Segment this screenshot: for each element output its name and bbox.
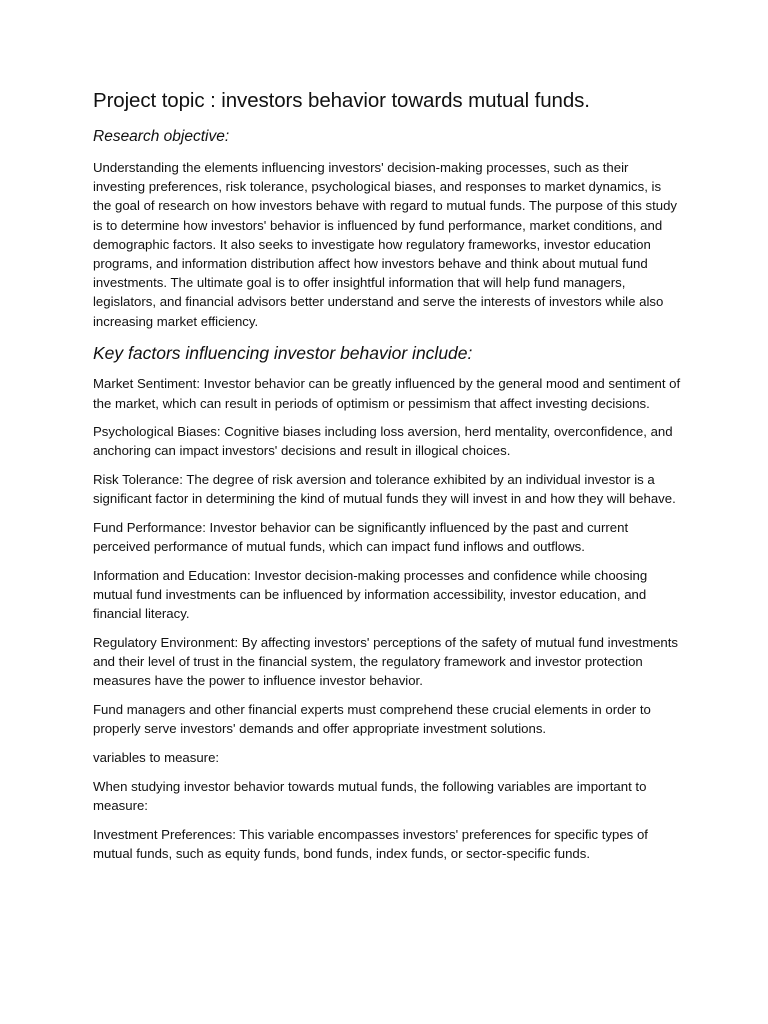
key-factors-heading: Key factors influencing investor behavior include: bbox=[93, 343, 473, 364]
research-objective-heading: Research objective: bbox=[93, 128, 230, 145]
investment-preferences-paragraph: Investment Preferences: This variable encompasses investors' preferences for specific types of mutual funds, such as equity funds, bond funds, index funds, or sector-specific funds. bbox=[93, 826, 648, 861]
closing-paragraph: Fund managers and other financial experts must comprehend these crucial elements in order to properly serve investors' demands and offer appropriate investment solutions. bbox=[93, 702, 651, 737]
document-page bbox=[93, 86, 683, 873]
factor-fund-performance: Fund Performance: Investor behavior can be significantly influenced by the past and current perceived performance of mutual funds, which can impact fund inflows and outflows. bbox=[93, 520, 629, 555]
page-title: Project topic : investors behavior towards mutual funds. bbox=[93, 89, 590, 112]
variables-label: variables to measure: bbox=[93, 750, 220, 766]
factor-regulatory-environment: Regulatory Environment: By affecting investors' perceptions of the safety of mutual fund investments and their level of trust in the financial system, the regulatory framework and investor protection measures have the power to influence investor behavior. bbox=[93, 635, 679, 689]
factor-psychological-biases: Psychological Biases: Cognitive biases including loss aversion, herd mentality, overconfidence, and anchoring can impact investors' decisions and result in illogical choices. bbox=[93, 424, 673, 459]
factor-risk-tolerance: Risk Tolerance: The degree of risk aversion and tolerance exhibited by an individual investor is a significant factor in determining the kind of mutual funds they will invest in and how they will behave. bbox=[93, 472, 676, 507]
factor-information-education: Information and Education: Investor decision-making processes and confidence while choosing mutual fund investments can be influenced by information accessibility, investor education, and financial literacy. bbox=[93, 567, 648, 622]
variables-intro: When studying investor behavior towards mutual funds, the following variables are important to measure: bbox=[93, 778, 647, 813]
factor-market-sentiment: Market Sentiment: Investor behavior can be greatly influenced by the general mood and sentiment of the market, which can result in periods of optimism or pessimism that affect investing decisions. bbox=[93, 376, 681, 411]
research-objective-paragraph: Understanding the elements influencing investors' decision-making processes, such as their investing preferences, risk tolerance, psychological biases, and responses to market dynamics, is the goal of research on how investors behave with regard to mutual funds. The purpose of this study is to determine how investors' behavior is influenced by fund performance, market conditions, and demographic factors. It also seeks to investigate how regulatory frameworks, investor education programs, and information distribution affect how investors behave and think about mutual fund investments. The ultimate goal is to offer insightful information that will help fund managers, legislators, and financial advisors better understand and serve the interests of investors while also increasing market efficiency. bbox=[93, 160, 678, 329]
